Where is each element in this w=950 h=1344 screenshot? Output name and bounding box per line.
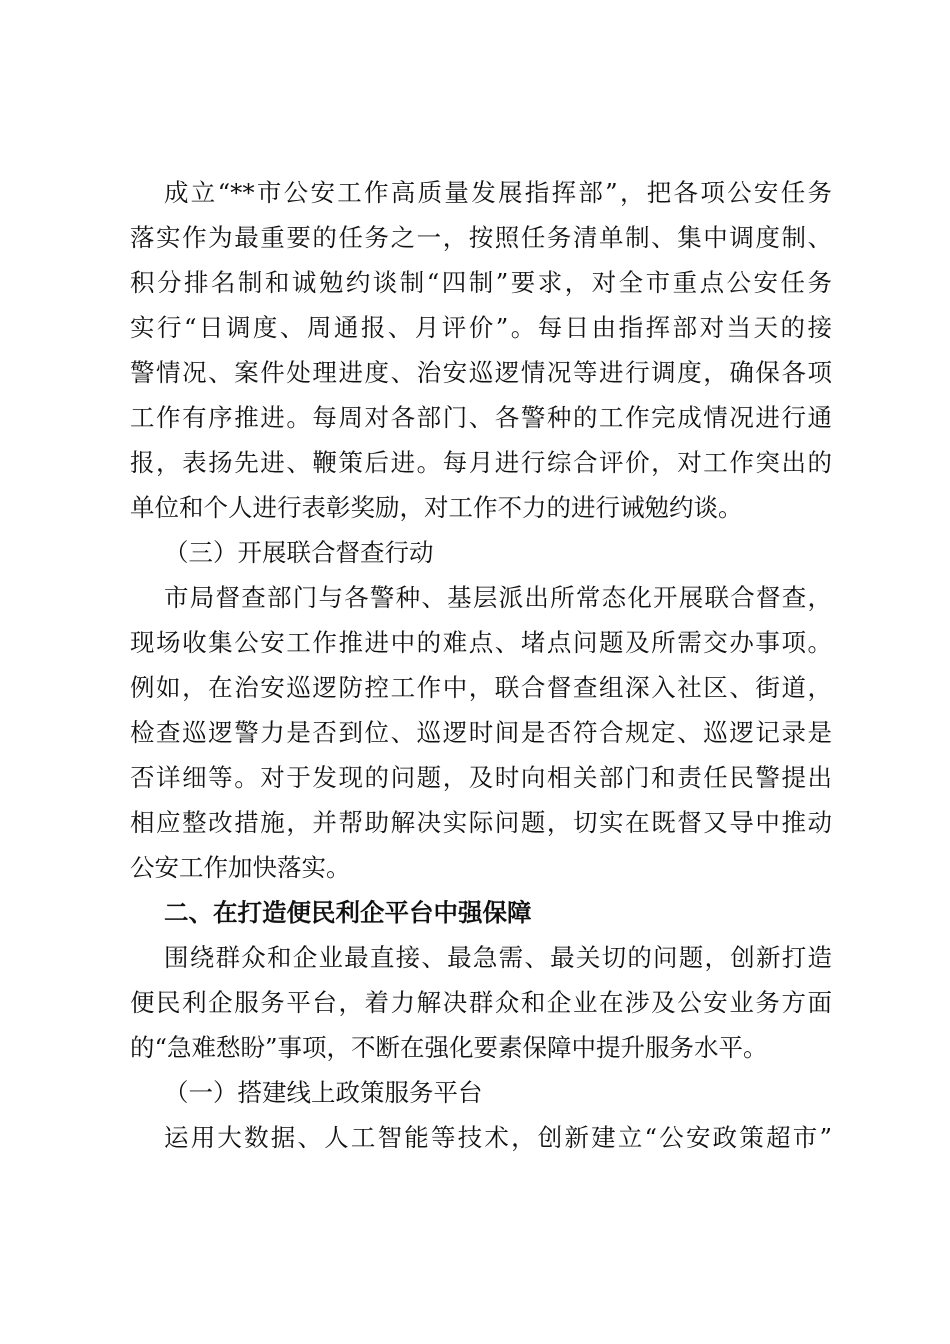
- paragraph-line: 报，表扬先进、鞭策后进。每月进行综合评价，对工作突出的: [130, 448, 832, 477]
- paragraph-line: 公安工作加快落实。: [130, 853, 351, 882]
- paragraph-line: 便民利企服务平台，着力解决群众和企业在涉及公安业务方面: [130, 988, 832, 1017]
- paragraph-line: 单位和个人进行表彰奖励，对工作不力的进行诫勉约谈。: [130, 493, 743, 522]
- paragraph-line: 检查巡逻警力是否到位、巡逻时间是否符合规定、巡逻记录是: [130, 718, 832, 747]
- paragraph-line: 相应整改措施，并帮助解决实际问题，切实在既督又导中推动: [130, 808, 832, 837]
- paragraph-line: 警情况、案件处理进度、治安巡逻情况等进行调度，确保各项: [130, 358, 832, 387]
- paragraph-line: 的“急难愁盼”事项，不断在强化要素保障中提升服务水平。: [130, 1033, 768, 1062]
- subsection-heading: （三）开展联合督查行动: [164, 538, 434, 567]
- paragraph-line: 现场收集公安工作推进中的难点、堵点问题及所需交办事项。: [130, 628, 832, 657]
- paragraph-line: 工作有序推进。每周对各部门、各警种的工作完成情况进行通: [130, 403, 832, 432]
- paragraph-line: 例如，在治安巡逻防控工作中，联合督查组深入社区、街道，: [130, 673, 832, 702]
- paragraph-line: 成立“**市公安工作高质量发展指挥部”，把各项公安任务: [164, 178, 832, 207]
- subsection-heading: （一）搭建线上政策服务平台: [164, 1078, 483, 1107]
- paragraph-line: 围绕群众和企业最直接、最急需、最关切的问题，创新打造: [164, 943, 832, 972]
- section-heading: 二、在打造便民利企平台中强保障: [164, 898, 532, 927]
- paragraph-line: 积分排名制和诚勉约谈制“四制”要求，对全市重点公安任务: [130, 268, 832, 297]
- paragraph-line: 市局督查部门与各警种、基层派出所常态化开展联合督查，: [164, 583, 832, 612]
- paragraph-line: 运用大数据、人工智能等技术，创新建立“公安政策超市”: [164, 1123, 832, 1152]
- paragraph-line: 否详细等。对于发现的问题，及时向相关部门和责任民警提出: [130, 763, 832, 792]
- paragraph-line: 落实作为最重要的任务之一，按照任务清单制、集中调度制、: [130, 223, 832, 252]
- paragraph-line: 实行“日调度、周通报、月评价”。每日由指挥部对当天的接: [130, 313, 832, 342]
- document-body: [130, 170, 832, 1160]
